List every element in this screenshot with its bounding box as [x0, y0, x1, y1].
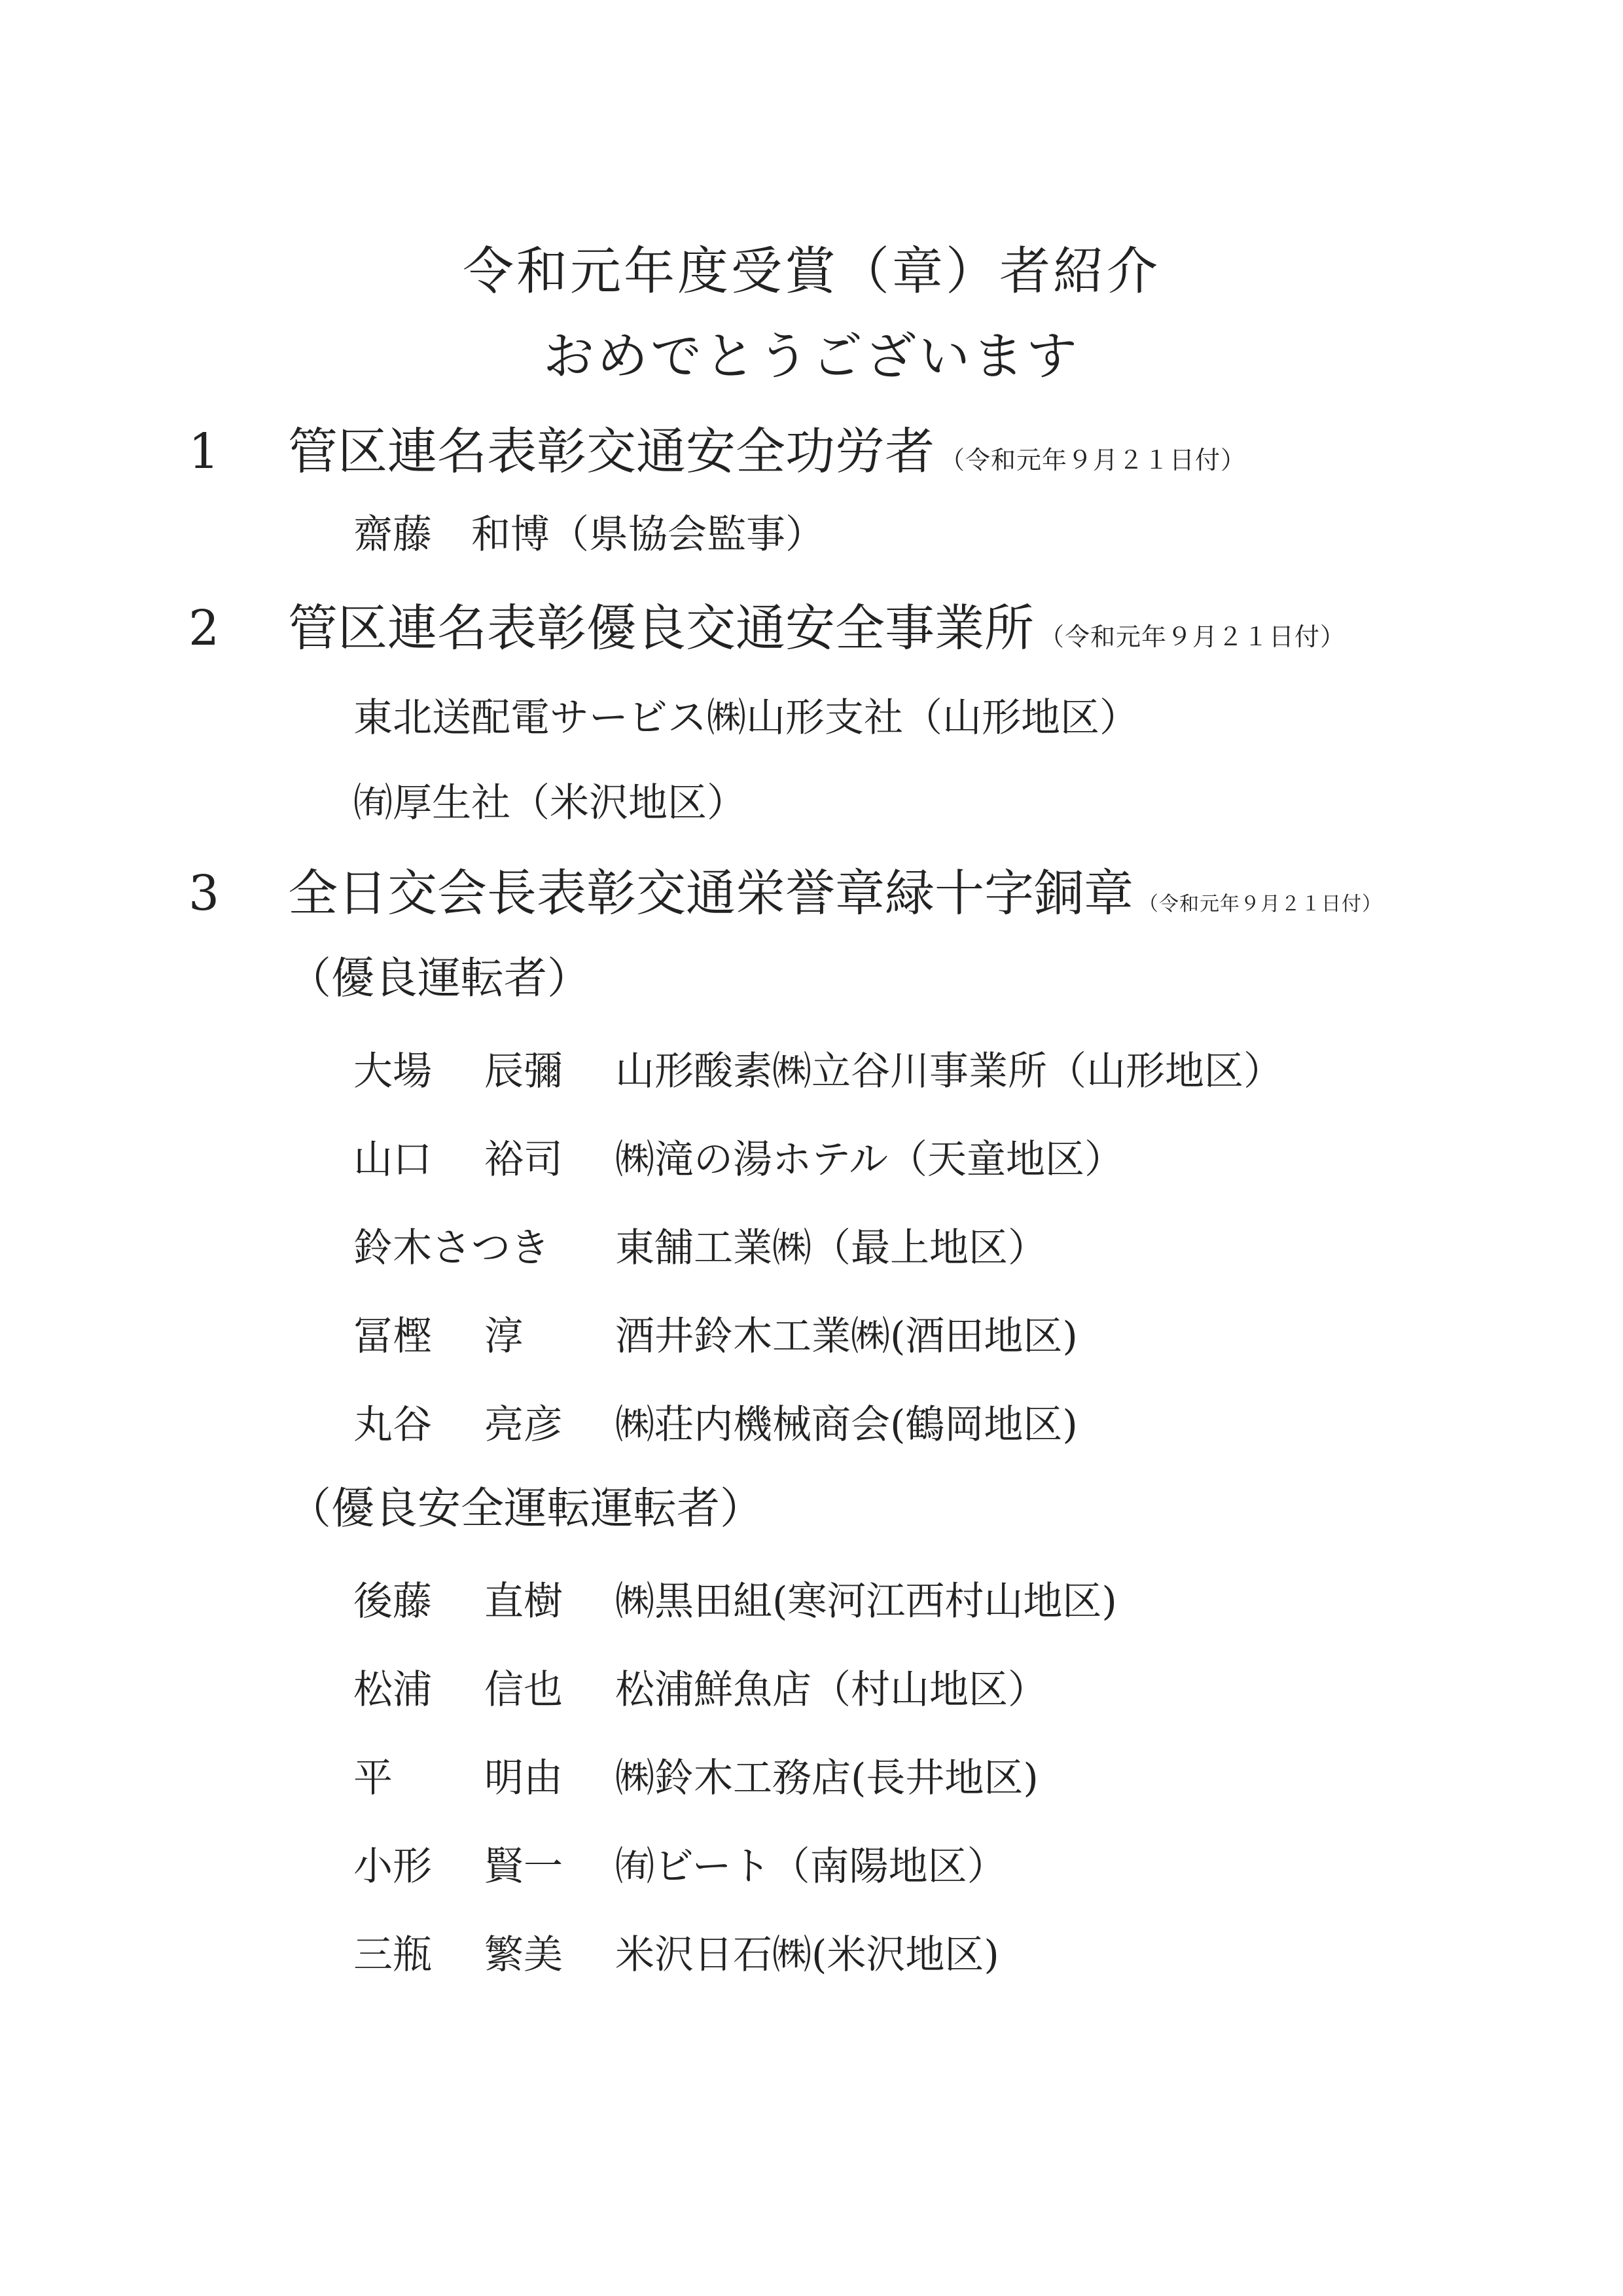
awardee-surname: 山口	[353, 1137, 432, 1183]
document-subtitle: おめでとうございます	[543, 327, 1080, 386]
awardee-line: 齋藤 和博（県協会監事）	[353, 512, 825, 558]
section-date: （令和元年９月２１日付）	[1039, 622, 1346, 651]
section-number: 2	[188, 600, 220, 656]
awardee-organization: ㈱黒田組(寒河江西村山地区)	[615, 1579, 1117, 1624]
section-heading	[288, 596, 1346, 670]
awardee-organization: ㈲ビート（南陽地区）	[615, 1844, 1007, 1890]
awardee-given-name: 辰彌	[484, 1049, 563, 1094]
awardee-surname: 平	[353, 1755, 393, 1801]
awardee-organization: 松浦鮮魚店（村山地区）	[615, 1667, 1047, 1713]
section-title: 管区連名表彰交通安全功労者	[288, 422, 935, 480]
section-date: （令和元年９月２１日付）	[940, 446, 1247, 475]
section-date: （令和元年９月２１日付）	[1139, 893, 1382, 916]
section-title: 全日交会長表彰交通栄誉章緑十字銅章	[288, 864, 1133, 922]
section-number: 3	[188, 865, 220, 922]
awardee-surname: 小形	[353, 1844, 432, 1890]
group-label: （優良安全運転運転者）	[288, 1483, 763, 1534]
awardee-organization: 米沢日石㈱(米沢地区)	[615, 1932, 999, 1978]
awardee-given-name: 淳	[484, 1314, 524, 1359]
awardee-surname: 三瓶	[353, 1932, 432, 1978]
awardee-surname: 冨樫	[353, 1314, 432, 1359]
awardee-line: 東北送配電サービス㈱山形支社（山形地区）	[353, 695, 1139, 741]
awardee-organization: ㈱滝の湯ホテル（天童地区）	[615, 1137, 1124, 1183]
awardee-organization: ㈱荘内機械商会(鶴岡地区)	[615, 1402, 1078, 1448]
awardee-organization: 酒井鈴木工業㈱(酒田地区)	[615, 1314, 1078, 1359]
awardee-given-name: 直樹	[484, 1579, 563, 1624]
awardee-given-name: 繁美	[484, 1932, 563, 1978]
awardee-surname: 松浦	[353, 1667, 432, 1713]
awardee-surname: 丸谷	[353, 1402, 432, 1448]
document-title: 令和元年度受賞（章）者紹介	[462, 242, 1160, 301]
section-heading	[288, 861, 1382, 937]
section-title: 管区連名表彰優良交通安全事業所	[288, 599, 1034, 657]
awardee-line: ㈲厚生社（米沢地区）	[353, 780, 746, 826]
awardee-surname: 大場	[353, 1049, 432, 1094]
awardee-organization: 山形酸素㈱立谷川事業所（山形地区）	[615, 1049, 1283, 1094]
awardee-organization: 東舗工業㈱（最上地区）	[615, 1225, 1047, 1271]
section-heading	[288, 419, 1246, 493]
awardee-given-name: 信也	[484, 1667, 563, 1713]
awardee-given-name: 亮彦	[484, 1402, 563, 1448]
section-number: 1	[188, 423, 220, 480]
awardee-given-name: 裕司	[484, 1137, 563, 1183]
awardee-given-name: 賢一	[484, 1844, 563, 1890]
awardee-surname: 鈴木さつき	[353, 1225, 550, 1271]
awardee-organization: ㈱鈴木工務店(長井地区)	[615, 1755, 1039, 1801]
awardee-surname: 後藤	[353, 1579, 432, 1624]
awardee-given-name: 明由	[484, 1755, 563, 1801]
group-label: （優良運転者）	[288, 953, 590, 1003]
